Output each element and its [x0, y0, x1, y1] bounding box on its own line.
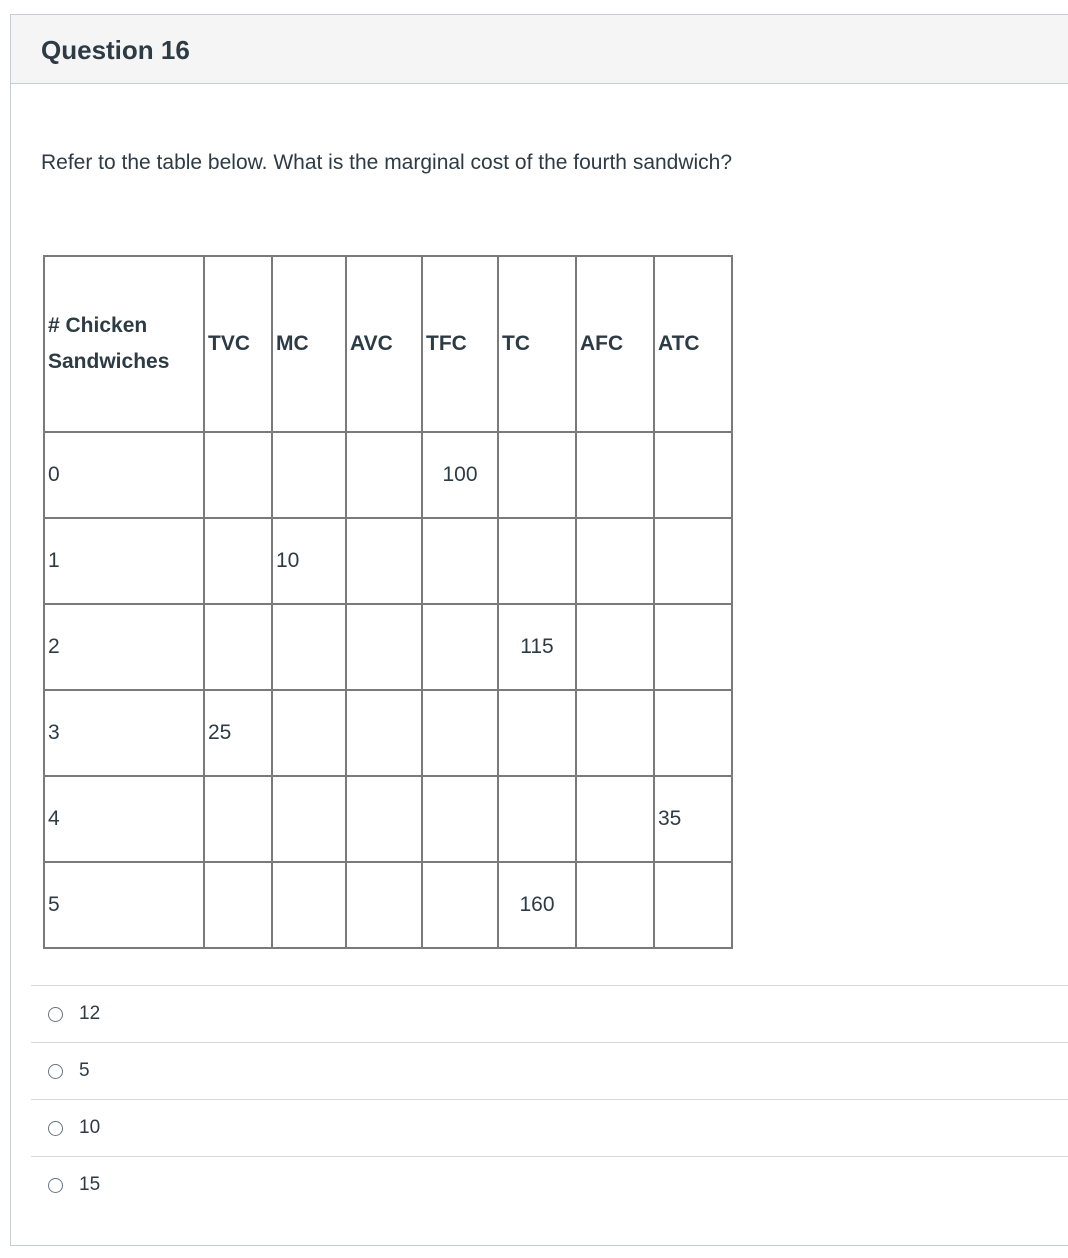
- table-cell: 160: [498, 862, 576, 948]
- table-cell: [204, 604, 272, 690]
- table-cell: [576, 432, 654, 518]
- header-quantity: # Chicken Sandwiches: [44, 256, 204, 432]
- table-header-row: [44, 256, 732, 432]
- table-cell: [204, 518, 272, 604]
- table-cell: [654, 432, 732, 518]
- table-cell: [422, 690, 498, 776]
- table-cell: [272, 776, 346, 862]
- header-mc: MC: [272, 256, 346, 432]
- answer-list: [31, 985, 1068, 1213]
- table-cell: 3: [44, 690, 204, 776]
- table-row: [44, 604, 732, 690]
- answer-option-12[interactable]: [31, 985, 1068, 1042]
- table-cell: [204, 432, 272, 518]
- answer-label[interactable]: 10: [79, 1117, 101, 1138]
- header-tc: TC: [498, 256, 576, 432]
- table-cell: [272, 432, 346, 518]
- table-row: [44, 690, 732, 776]
- table-cell: [346, 518, 422, 604]
- table-cell: [346, 862, 422, 948]
- table-cell: 5: [44, 862, 204, 948]
- header-afc: AFC: [576, 256, 654, 432]
- table-cell: [422, 518, 498, 604]
- table-cell: [576, 776, 654, 862]
- table-cell: [498, 518, 576, 604]
- table-cell: 1: [44, 518, 204, 604]
- answer-option-5[interactable]: [31, 1042, 1068, 1099]
- table-cell: [272, 690, 346, 776]
- table-cell: [204, 862, 272, 948]
- table-cell: 0: [44, 432, 204, 518]
- table-cell: [654, 604, 732, 690]
- answer-option-15[interactable]: [31, 1156, 1068, 1213]
- table-row: [44, 432, 732, 518]
- question-header: [11, 15, 1068, 84]
- answer-label[interactable]: 5: [79, 1060, 90, 1081]
- radio-button[interactable]: [48, 1121, 63, 1136]
- table-cell: 2: [44, 604, 204, 690]
- table-cell: [346, 776, 422, 862]
- table-cell: [422, 604, 498, 690]
- cost-table: [43, 255, 733, 949]
- header-tfc: TFC: [422, 256, 498, 432]
- answer-label[interactable]: 15: [79, 1174, 101, 1195]
- table-cell: 100: [422, 432, 498, 518]
- table-cell: [346, 432, 422, 518]
- answer-label[interactable]: 12: [79, 1003, 101, 1024]
- question-card: [10, 14, 1068, 1246]
- table-cell: 35: [654, 776, 732, 862]
- table-cell: 4: [44, 776, 204, 862]
- table-cell: 115: [498, 604, 576, 690]
- table-cell: 10: [272, 518, 346, 604]
- table-cell: [498, 432, 576, 518]
- table-cell: [576, 862, 654, 948]
- answer-option-10[interactable]: [31, 1099, 1068, 1156]
- table-cell: [576, 518, 654, 604]
- header-atc: ATC: [654, 256, 732, 432]
- radio-button[interactable]: [48, 1007, 63, 1022]
- table-cell: [654, 862, 732, 948]
- table-cell: [498, 690, 576, 776]
- table-row: [44, 776, 732, 862]
- header-avc: AVC: [346, 256, 422, 432]
- table-cell: [576, 604, 654, 690]
- header-tvc: TVC: [204, 256, 272, 432]
- table-cell: [422, 862, 498, 948]
- table-cell: [498, 776, 576, 862]
- radio-button[interactable]: [48, 1064, 63, 1079]
- table-cell: [204, 776, 272, 862]
- table-cell: [654, 690, 732, 776]
- table-cell: [272, 862, 346, 948]
- table-row: [44, 518, 732, 604]
- table-row: [44, 862, 732, 948]
- table-cell: [346, 604, 422, 690]
- table-cell: [272, 604, 346, 690]
- table-cell: [422, 776, 498, 862]
- table-cell: 25: [204, 690, 272, 776]
- table-cell: [654, 518, 732, 604]
- question-text: Refer to the table below. What is the marginal cost of the fourth sandwich?: [41, 151, 733, 174]
- radio-button[interactable]: [48, 1178, 63, 1193]
- question-title: Question 16: [41, 35, 190, 65]
- table-cell: [576, 690, 654, 776]
- table-cell: [346, 690, 422, 776]
